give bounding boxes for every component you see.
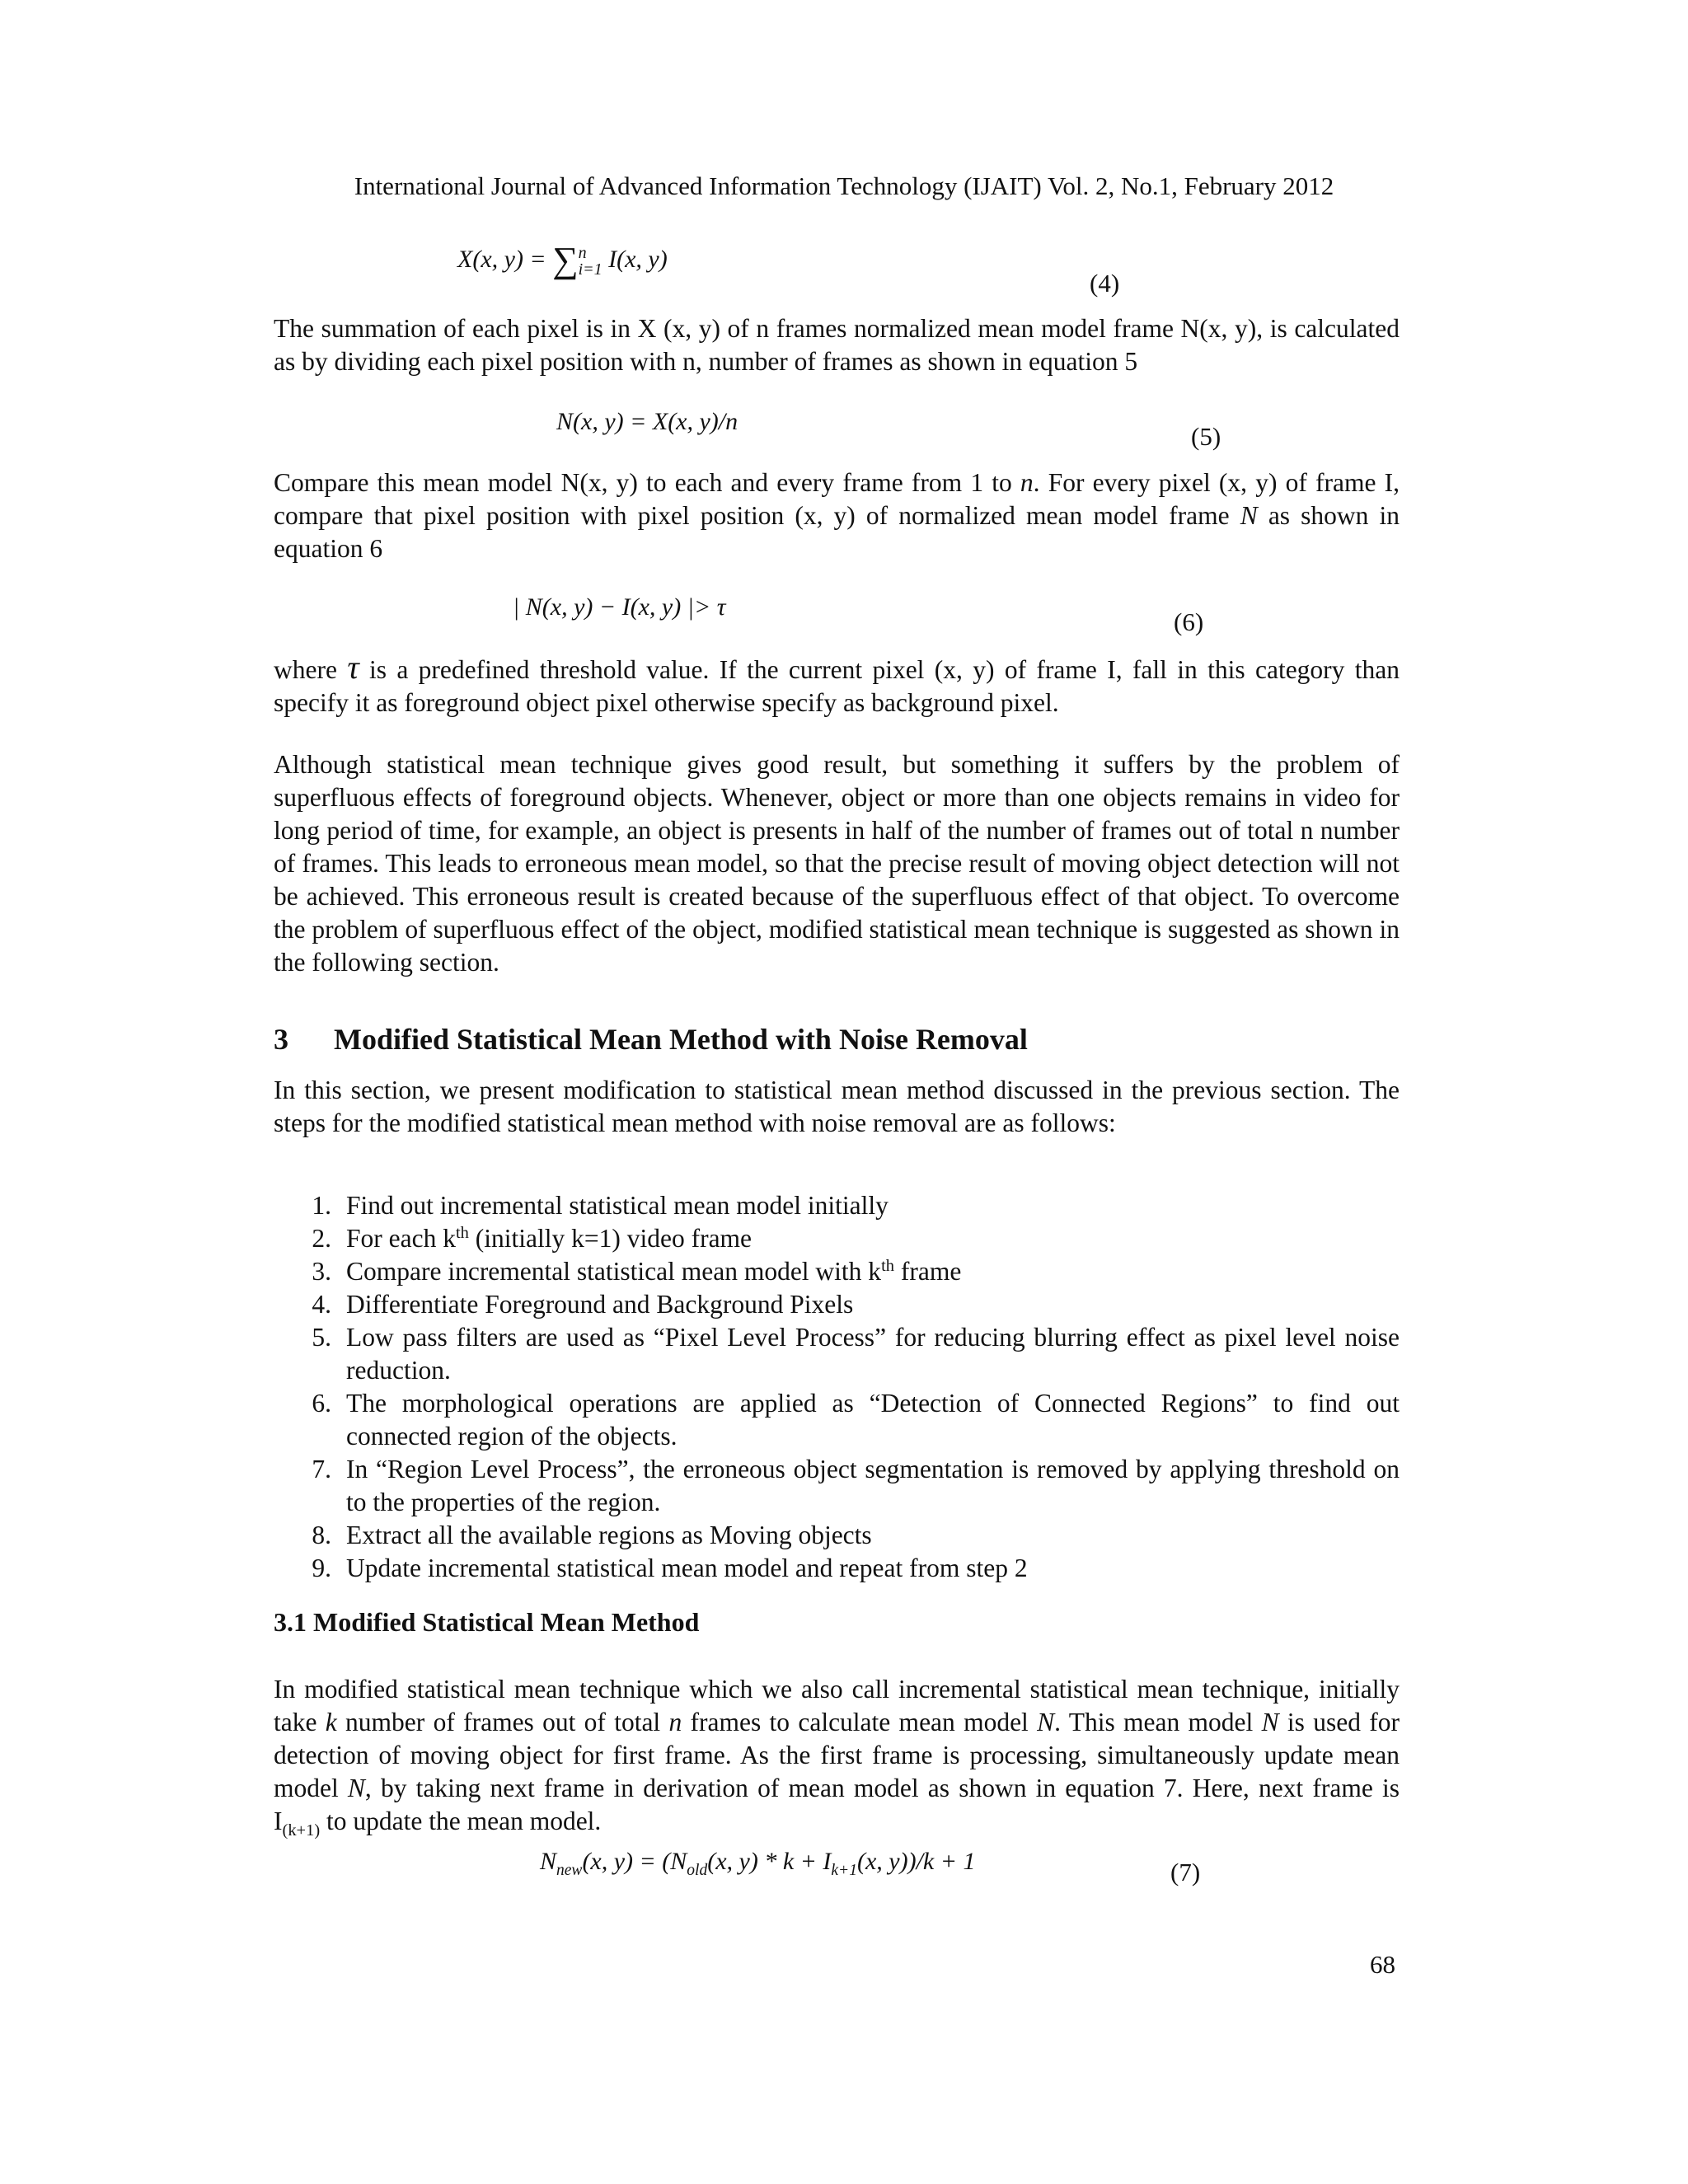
paragraph-compare: Compare this mean model N(x, y) to each and every frame from 1 to n. For every pixel (x, y) of frame I, compare that pixel position with pixel position (x, y) of normalized mean model frame N as shown in equation 6	[274, 468, 1400, 563]
running-header: International Journal of Advanced Information Technology (IJAIT) Vol. 2, No.1, February 2012	[354, 171, 1334, 200]
steps-list	[274, 1189, 1400, 1585]
paragraph-threshold: where τ is a predefined threshold value. If the current pixel (x, y) of frame I, fall in this category than specify it as foreground object pixel otherwise specify as background pixel.	[274, 649, 1400, 717]
subsection-3-1-heading: 3.1 Modified Statistical Mean Method	[274, 1607, 700, 1637]
list-item: 1. Find out incremental statistical mean model initially	[312, 1191, 889, 1220]
list-item: 8. Extract all the available regions as Moving objects	[312, 1521, 872, 1549]
list-item: 4. Differentiate Foreground and Background Pixels	[312, 1290, 854, 1319]
section-3-heading	[274, 1022, 1028, 1057]
equation-5-number: (5)	[1191, 422, 1221, 451]
list-item: 5. Low pass filters are used as “Pixel Level Process” for reducing blurring effect as pixel level noise reduction.	[312, 1323, 1400, 1385]
equation-4	[457, 239, 668, 281]
equation-4-lhs: X(x, y) =	[457, 246, 546, 273]
equation-4-rhs: I(x, y)	[608, 246, 668, 273]
sum-lower-limit: i=1	[578, 260, 603, 279]
sum-upper-limit: n	[578, 244, 587, 263]
list-item: 3. Compare incremental statistical mean model with $k^{th}$ frame	[312, 1256, 962, 1286]
tau-symbol: τ	[347, 649, 359, 686]
equation-5: N(x, y) = X(x, y)/n	[556, 408, 738, 435]
equation-4-number: (4)	[1090, 269, 1120, 298]
list-item: 2. For each $k^{th}$ (initially k=1) video frame	[312, 1223, 753, 1253]
equation-6-number: (6)	[1174, 607, 1204, 636]
paragraph-section-intro: In this section, we present modification to statistical mean method discussed in the previous section. The steps for the modified statistical mean method with noise removal are as follows:	[274, 1076, 1400, 1137]
summation-symbol: ∑	[552, 240, 579, 280]
page-number: 68	[1370, 1950, 1395, 1979]
equation-7-number: (7)	[1170, 1858, 1201, 1886]
equation-6: | N(x, y) − I(x, y) |> τ	[513, 593, 726, 621]
list-item: 7. In “Region Level Process”, the erroneous object segmentation is removed by applying threshold on to the properties of the region.	[312, 1455, 1400, 1516]
equation-7: $N_{new}(x$, $y) = (N_{old}(x$, $y) * k + I_{k+1}(x$, y))/k + 1	[540, 1848, 976, 1879]
list-item: 6. The morphological operations are applied as “Detection of Connected Regions” to find out connected region of the objects.	[312, 1389, 1400, 1451]
paragraph-normalization: The summation of each pixel is in X (x, y) of n frames normalized mean model frame N(x, y), is calculated as by dividing each pixel position with n, number of frames as shown in equation 5	[274, 314, 1400, 376]
paragraph-superfluous: Although statistical mean technique gives good result, but something it suffers by the problem of superfluous effects of foreground objects. Whenever, object or more than one objects remains in video for long period of time, for example, an object is presents in half of the number of frames out of total n number of frames. This leads to erroneous mean model, so that the precise result of moving object detection will not be achieved. This erroneous result is created because of the superfluous effect of that object. To overcome the problem of superfluous effect of the object, modified statistical mean technique is suggested as shown in the following section.	[274, 750, 1400, 977]
list-item: 9. Update incremental statistical mean model and repeat from step 2	[312, 1554, 1028, 1582]
paragraph-incremental: In modified statistical mean technique which we also call incremental statistical mean technique, initially take k number of frames out of total n frames to calculate mean model N. This mean model N is used for detection of moving object for first frame. As the first frame is processing, simultaneously update mean model N, by taking next frame in derivation of mean model as shown in equation 7. Here, next frame is $I_{(k+1)}$ to update the mean model.	[274, 1675, 1400, 1840]
section-3-number: 3	[274, 1023, 288, 1056]
section-3-title: Modified Statistical Mean Method with Noise Removal	[334, 1023, 1028, 1056]
